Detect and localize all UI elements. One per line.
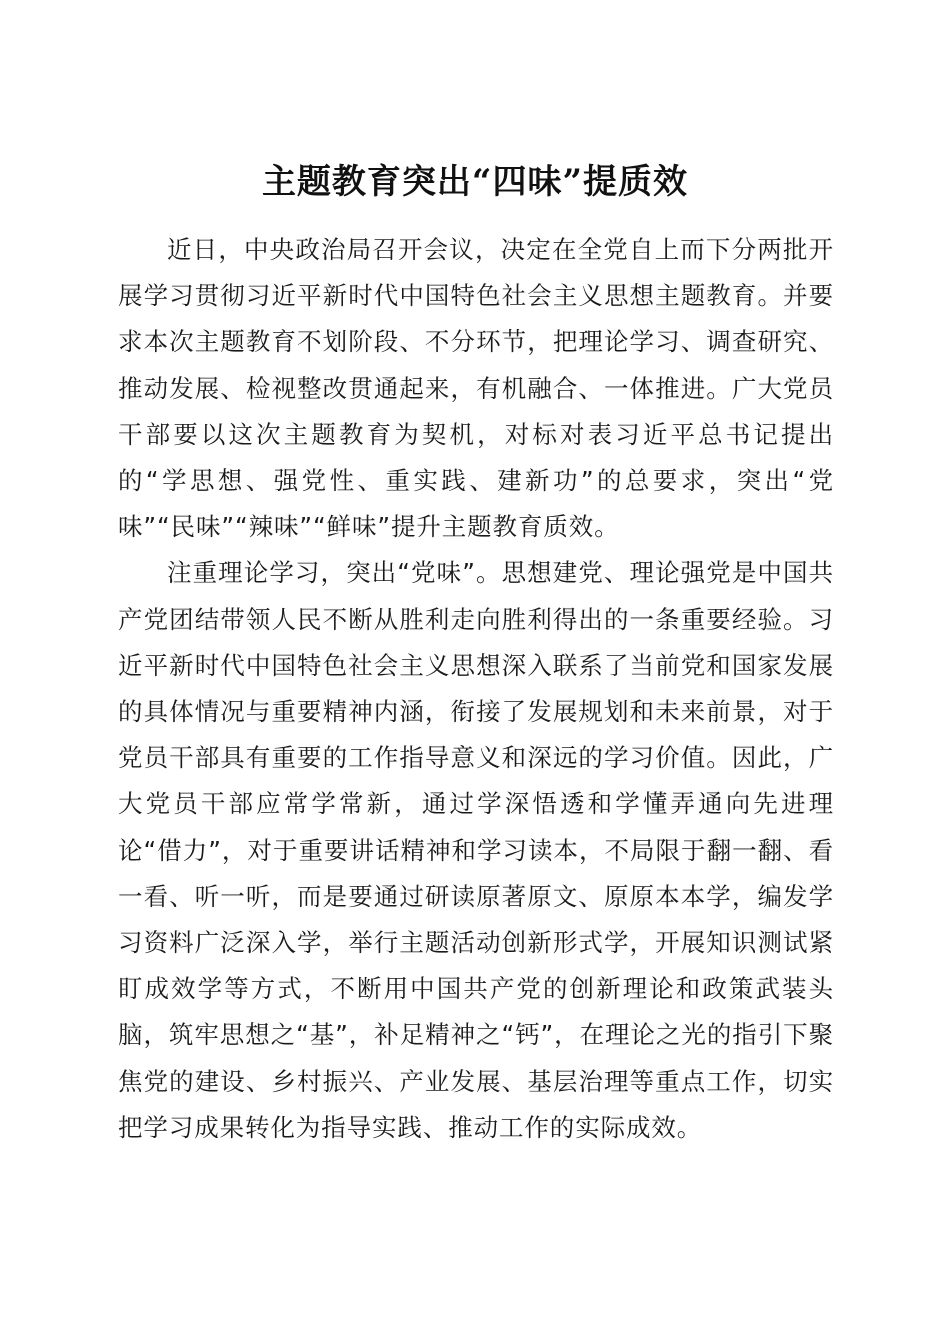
article-body <box>118 227 834 1151</box>
paragraph-theory-study: 注重理论学习，突出“党味”。思想建党、理论强党是中国共产党团结带领人民不断从胜利走向胜利得出的一条重要经验。习近平新时代中国特色社会主义思想深入联系了当前党和国家发展的具体情况与重要精神内涵，衔接了发展规划和未来前景，对于党员干部具有重要的工作指导意义和深远的学习价值。因此，广大党员干部应常学常新，通过学深悟透和学懂弄通向先进理论“借力”，对于重要讲话精神和学习读本，不局限于翻一翻、看一看、听一听，而是要通过研读原著原文、原原本本学，编发学习资料广泛深入学，举行主题活动创新形式学，开展知识测试紧盯成效学等方式，不断用中国共产党的创新理论和政策武装头脑，筑牢思想之“基”，补足精神之“钙”，在理论之光的指引下聚焦党的建设、乡村振兴、产业发展、基层治理等重点工作，切实把学习成果转化为指导实践、推动工作的实际成效。 <box>118 558 834 1142</box>
paragraph-intro: 近日，中央政治局召开会议，决定在全党自上而下分两批开展学习贯彻习近平新时代中国特色社会主义思想主题教育。并要求本次主题教育不划阶段、不分环节，把理论学习、调查研究、推动发展、检视整改贯通起来，有机融合、一体推进。广大党员干部要以这次主题教育为契机，对标对表习近平总书记提出的“学思想、强党性、重实践、建新功”的总要求，突出“党味”“民味”“辣味”“鲜味”提升主题教育质效。 <box>118 235 834 542</box>
page-title: 主题教育突出“四味”提质效 <box>261 161 689 202</box>
